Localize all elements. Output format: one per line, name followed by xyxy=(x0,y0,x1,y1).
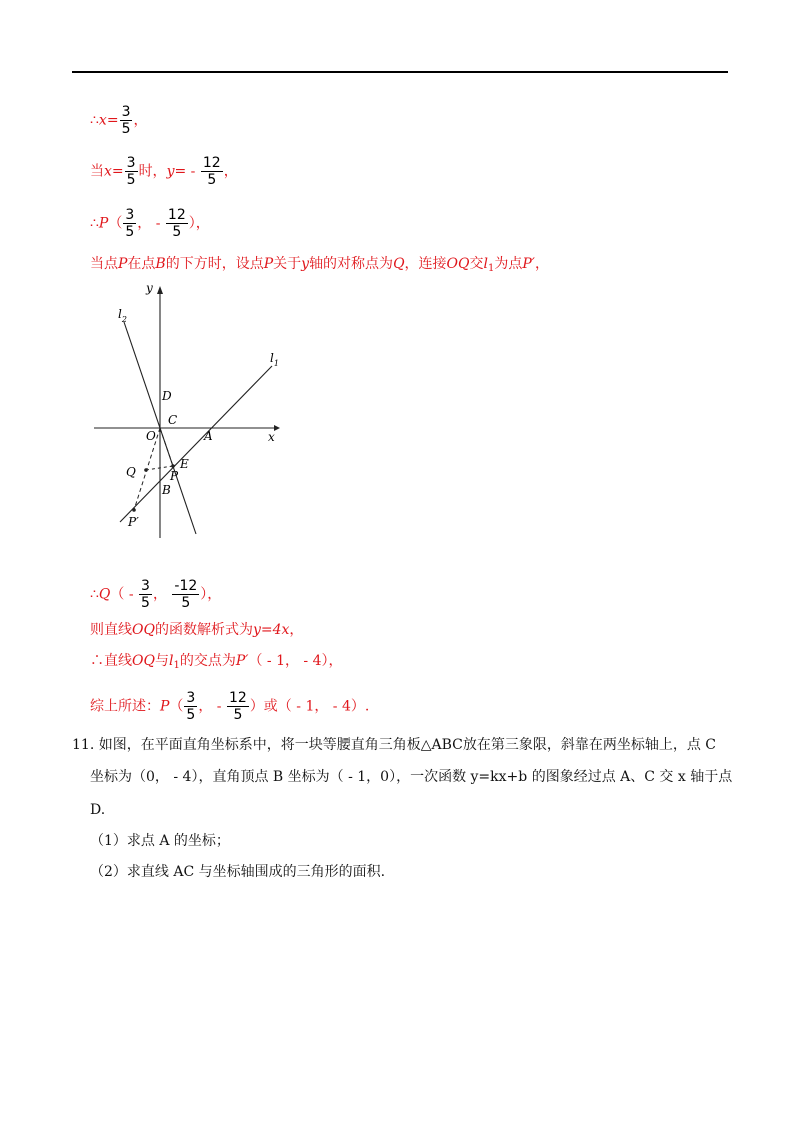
fraction-denominator: 5 xyxy=(126,172,136,188)
fraction-numerator: -12 xyxy=(174,578,198,594)
label-c: C xyxy=(168,413,178,427)
text: 时， xyxy=(138,163,167,180)
var-l: l xyxy=(168,653,174,669)
text: 则直线 xyxy=(90,622,132,638)
question-number: 11. xyxy=(72,737,95,753)
paren: （ - xyxy=(110,586,134,603)
label-d: D xyxy=(162,389,172,403)
fraction-numerator: 3 xyxy=(121,104,131,120)
text: 综上所述： xyxy=(90,698,160,715)
label-b: B xyxy=(162,483,171,497)
fraction-denominator: 5 xyxy=(121,121,131,137)
var-p: P xyxy=(263,256,274,272)
var-x: x xyxy=(98,112,107,129)
subscript: 1 xyxy=(173,660,180,671)
text: ， xyxy=(289,622,304,638)
fraction-denominator: 5 xyxy=(207,172,217,188)
var-p: P xyxy=(160,698,170,715)
x-axis-arrow-icon xyxy=(274,425,280,431)
question-11-part-1 xyxy=(90,826,230,856)
paren: ）， xyxy=(188,215,210,232)
fraction xyxy=(125,155,138,188)
solution-line-7 xyxy=(90,651,343,676)
question-11-part-2 xyxy=(90,857,385,887)
fraction xyxy=(201,155,223,188)
label-a: A xyxy=(204,429,213,443)
subscript: 1 xyxy=(488,263,495,274)
var-p: P xyxy=(98,215,109,232)
fraction-numerator: 3 xyxy=(126,155,136,171)
fraction-numerator: 3 xyxy=(186,690,196,706)
coordinate-figure xyxy=(90,282,290,542)
paren: （ xyxy=(169,698,184,715)
var-q: Q xyxy=(393,256,405,272)
label-y: y xyxy=(146,282,153,295)
point-p-prime xyxy=(132,508,136,512)
fraction xyxy=(166,207,188,240)
var-p-prime: P′ xyxy=(235,653,249,669)
text: 的交点为 xyxy=(179,653,236,669)
label-l1: $l_1$ xyxy=(270,351,279,368)
solution-line-1 xyxy=(90,104,147,137)
text: 当 xyxy=(90,163,104,180)
var-oq: OQ xyxy=(446,256,470,272)
label-e: E xyxy=(180,457,189,471)
separator: ， xyxy=(152,586,167,603)
var-y: y xyxy=(166,163,175,180)
text: ∴直线 xyxy=(90,653,132,669)
solution-line-2 xyxy=(90,155,238,188)
equals: = xyxy=(111,163,124,180)
var-oq: OQ xyxy=(132,653,155,669)
fraction xyxy=(120,104,133,137)
label-o: O xyxy=(146,429,156,443)
question-11-line-3 xyxy=(90,795,105,825)
label-p: P xyxy=(170,469,179,483)
punct: ， xyxy=(133,112,148,129)
fraction-denominator: 5 xyxy=(172,224,182,240)
text: 轴的对称点为 xyxy=(309,256,394,272)
text: ，连接 xyxy=(404,256,447,272)
text: 交 xyxy=(469,256,484,272)
text: 与 xyxy=(154,653,169,669)
paren: ）或（ - 1， - 4）. xyxy=(249,698,370,715)
fraction-denominator: 5 xyxy=(186,707,196,723)
equals: = - xyxy=(174,163,196,180)
question-text: D. xyxy=(90,802,106,818)
fraction xyxy=(184,690,197,723)
fraction-numerator: 3 xyxy=(141,578,150,594)
therefore-symbol: ∴ xyxy=(90,586,99,603)
text: （ - 1， - 4）， xyxy=(248,653,343,669)
y-axis-arrow-icon xyxy=(157,286,163,294)
text: 为点 xyxy=(494,256,523,272)
paren: ）， xyxy=(200,586,222,603)
label-q: Q xyxy=(126,465,136,479)
therefore-symbol: ∴ xyxy=(90,112,99,129)
question-11-line-2 xyxy=(90,762,732,792)
solution-line-6 xyxy=(90,620,303,640)
question-11-line-1 xyxy=(72,730,716,760)
fraction-numerator: 3 xyxy=(125,207,135,223)
fraction-numerator: 12 xyxy=(167,207,186,223)
point-p xyxy=(171,464,175,468)
fraction-denominator: 5 xyxy=(125,224,135,240)
fraction-numerator: 12 xyxy=(202,155,221,171)
text: 的函数解析式为 xyxy=(154,622,253,638)
label-p-prime: P′ xyxy=(128,515,139,529)
var-y: y xyxy=(301,256,310,272)
label-x: x xyxy=(268,430,275,444)
separator: ， - xyxy=(137,215,161,232)
separator: ， - xyxy=(198,698,222,715)
question-subpart: （1）求点 A 的坐标； xyxy=(90,833,230,849)
equation: y=4x xyxy=(252,622,290,638)
point-q xyxy=(144,468,148,472)
fraction xyxy=(172,578,199,611)
fraction xyxy=(123,207,136,240)
var-x: x xyxy=(104,163,112,180)
fraction-numerator: 12 xyxy=(228,690,247,706)
var-p-prime: P′ xyxy=(522,256,535,272)
var-l: l xyxy=(483,256,488,272)
text: 当点 xyxy=(90,256,118,272)
fraction xyxy=(139,578,152,611)
equals: = xyxy=(106,112,119,129)
label-l2: $l_2$ xyxy=(118,307,127,324)
line-l1 xyxy=(120,366,272,522)
punct: ， xyxy=(223,163,238,180)
question-subpart: （2）求直线 AC 与坐标轴围成的三角形的面积. xyxy=(90,864,386,880)
text: 在点 xyxy=(127,256,156,272)
solution-line-5 xyxy=(90,578,221,611)
question-text: 如图，在平面直角坐标系中，将一块等腰直角三角板△ABC放在第三象限，斜靠在两坐标轴上，点 C xyxy=(98,737,717,753)
header-rule xyxy=(72,71,728,73)
fraction-denominator: 5 xyxy=(181,595,191,611)
fraction xyxy=(227,690,249,723)
solution-line-3 xyxy=(90,207,210,240)
var-oq: OQ xyxy=(132,622,155,638)
fraction-denominator: 5 xyxy=(141,595,150,611)
text: 关于 xyxy=(273,256,302,272)
var-q: Q xyxy=(98,586,111,603)
text: ， xyxy=(534,256,549,272)
fraction-denominator: 5 xyxy=(233,707,243,723)
therefore-symbol: ∴ xyxy=(90,215,99,232)
solution-line-8 xyxy=(90,690,369,723)
question-text: 坐标为（0， - 4），直角顶点 B 坐标为（ - 1，0），一次函数 y=kx+b 的图象经过点 A、C 交 x 轴于点 xyxy=(90,769,733,785)
solution-line-4 xyxy=(90,254,549,279)
text: 的下方时，设点 xyxy=(165,256,264,272)
var-p: P xyxy=(118,256,128,272)
var-b: B xyxy=(155,256,166,272)
paren: （ xyxy=(108,215,123,232)
